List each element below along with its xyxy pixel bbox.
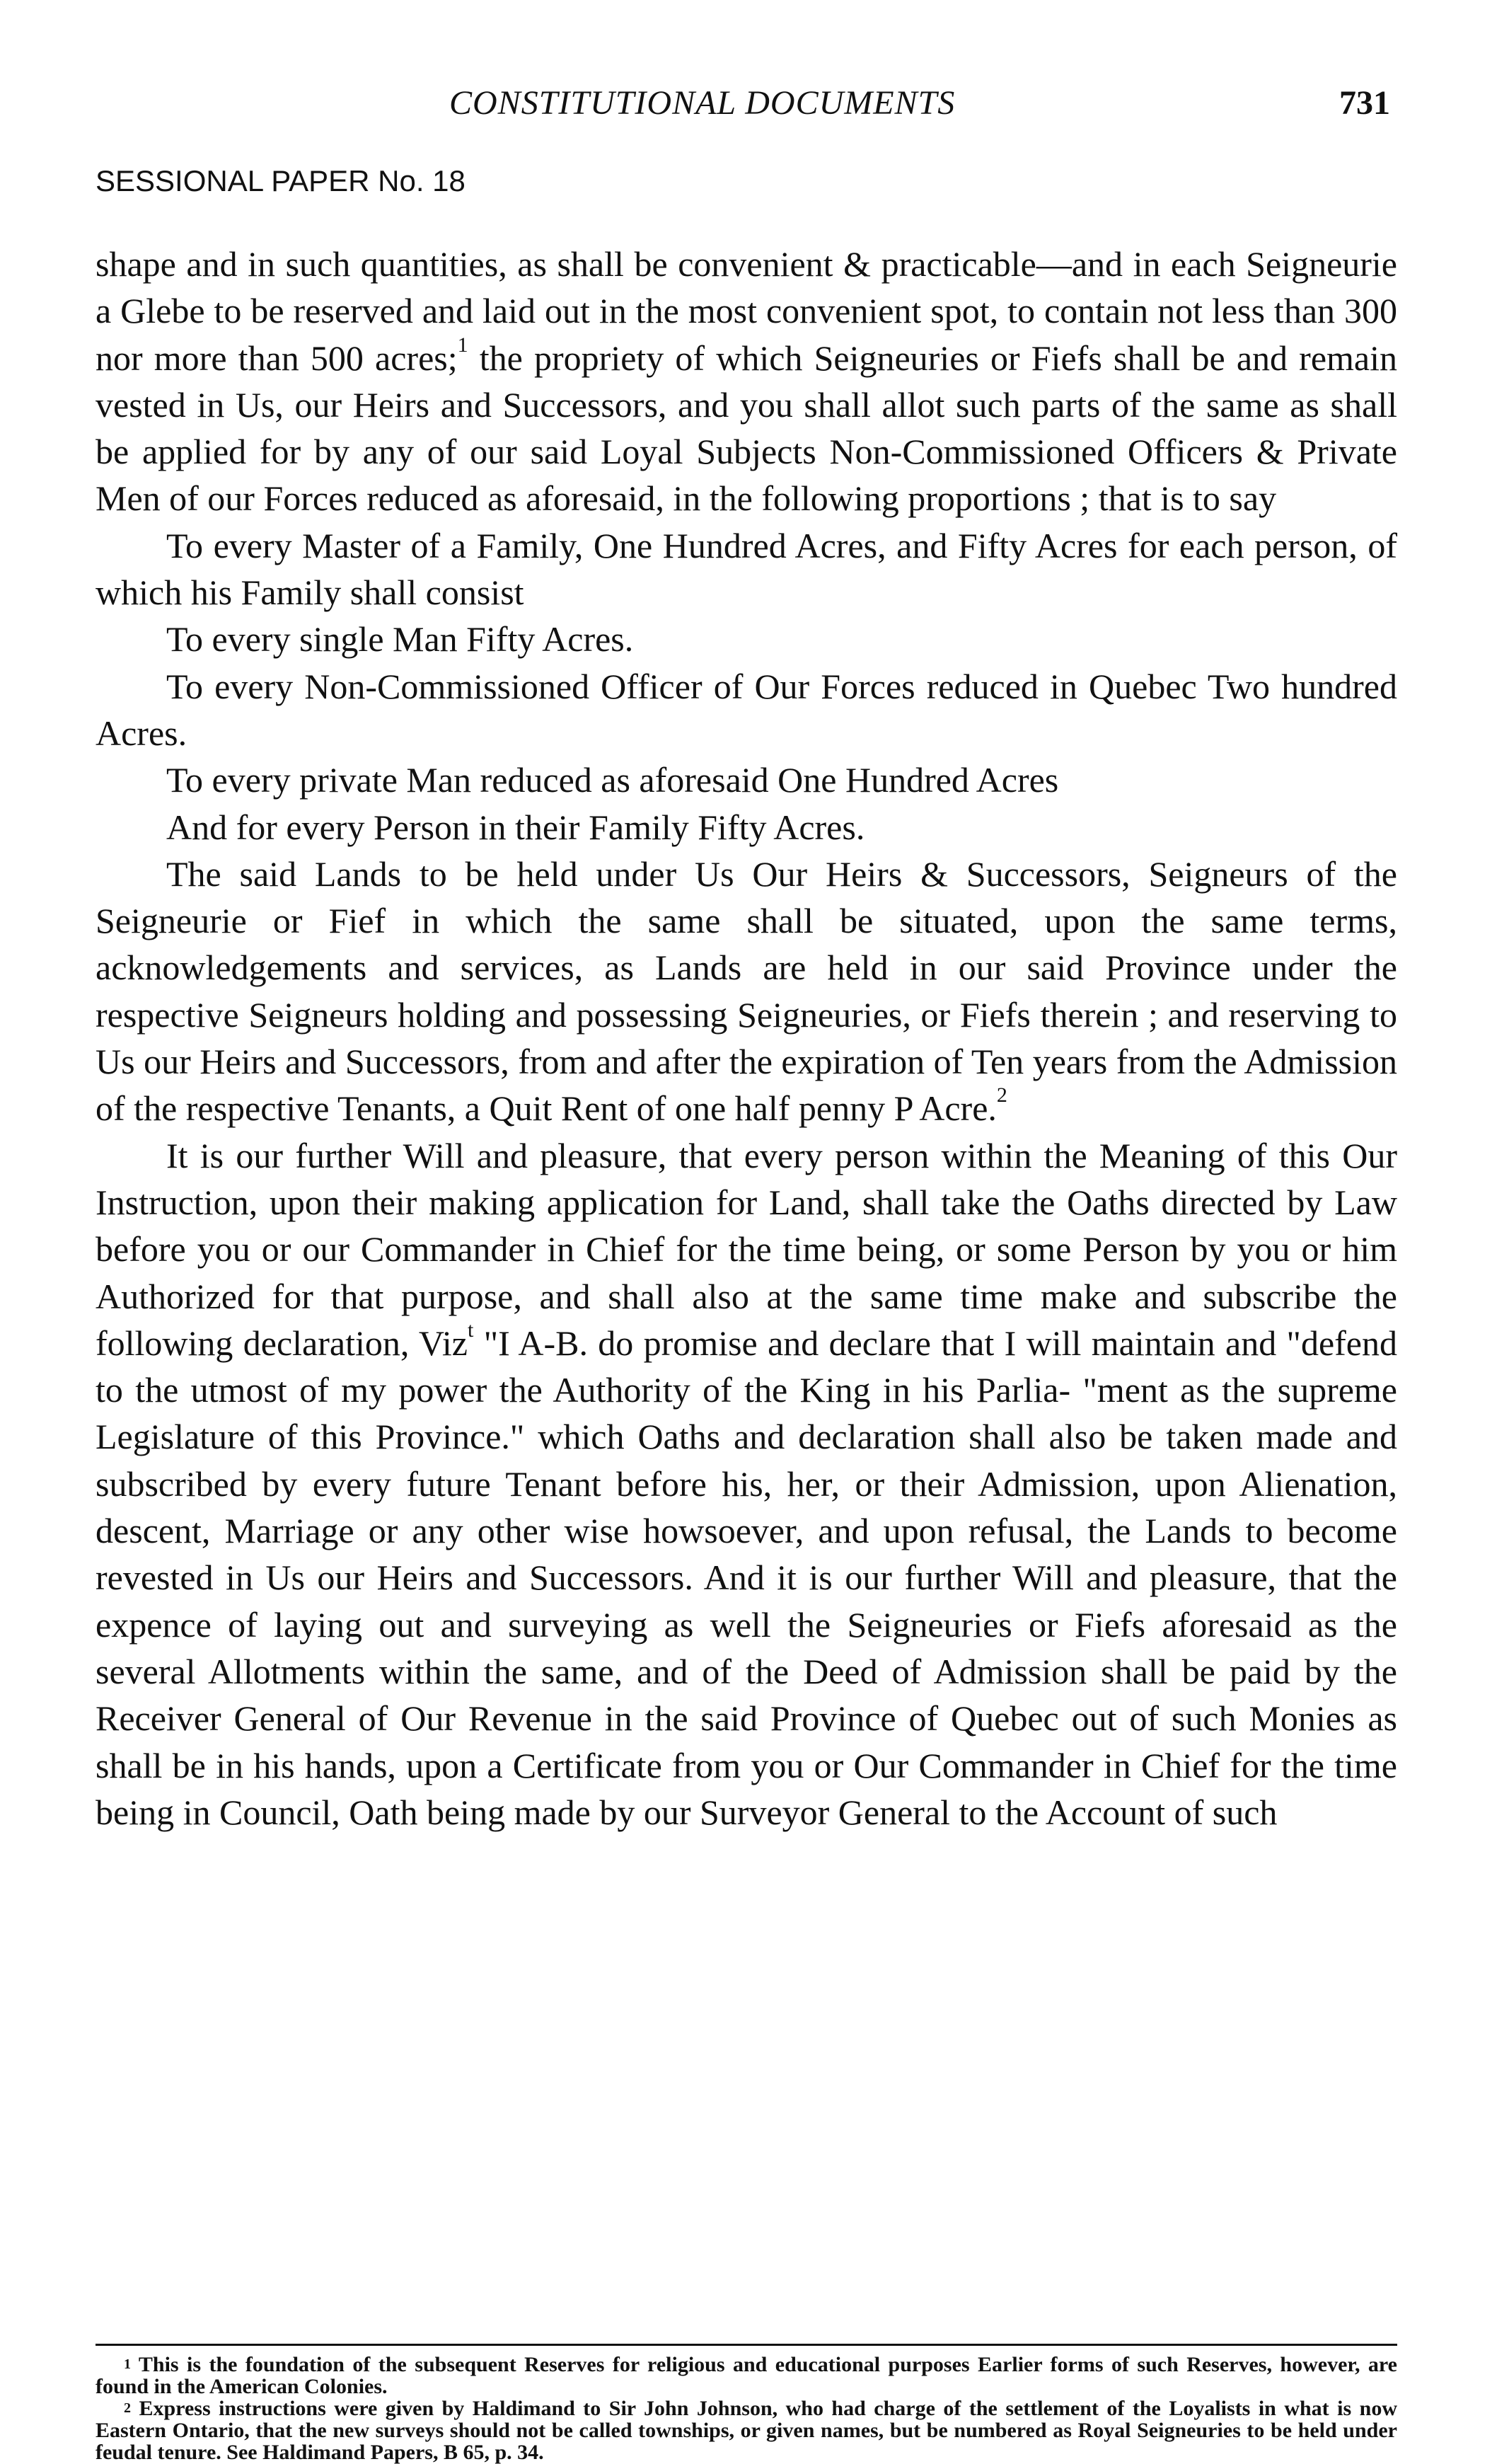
paragraph <box>96 241 1397 522</box>
paragraph-text: the propriety of which Seigneuries or Fiefs shall be and remain vested in Us, our Heirs and Successors, and you shall allot such parts of the same as shall be applied for by any of our said Loyal Subjects Non-Commissioned Officers & Private Men of our Forces reduced as aforesaid, in the following proportions ; that is to say <box>96 338 1397 519</box>
paragraph-text: "I A-B. do promise and declare that I will maintain and "defend to the utmost of my power the Authority of the King in his Parlia- "ment as the supreme Legislature of this Province." which Oaths and declaration shall also be taken made and subscribed by every future Tenant before his, her, or their Admission, upon Alienation, descent, Marriage or any other wise howsoever, and upon refusal, the Lands to become revested in Us our Heirs and Successors. And it is our further Will and pleasure, that the expence of laying out and surveying as well the Seigneuries or Fiefs aforesaid as the several Allotments within the same, and of the Deed of Admission shall be paid by the Receiver General of Our Revenue in the said Province of Quebec out of such Monies as shall be in his hands, upon a Certificate from you or Our Commander in Chief for the time being in Council, Oath being made by our Surveyor General to the Account of such <box>96 1323 1397 1832</box>
footnote-number: 1 <box>124 2356 131 2372</box>
footnote-text: This is the foundation of the subsequent Reserves for religious and educational purposes Earlier forms of such Reserves, however, are found in the American Colonies. <box>96 2353 1397 2398</box>
paragraph: To every private Man reduced as aforesaid One Hundred Acres <box>166 760 1059 800</box>
footnote-text: Express instructions were given by Haldimand to Sir John Johnson, who had charge of the settlement of the Loyalists in what is now Eastern Ontario, that the new surveys should not be called townships, or given names, but be numbered as Royal Seigneuries to be held under feudal tenure. See Haldimand Papers, B 65, p. 34. <box>96 2397 1397 2464</box>
superscript: t <box>468 1318 474 1342</box>
footnotes <box>96 2354 1397 2463</box>
running-title: CONSTITUTIONAL DOCUMENTS <box>449 84 956 122</box>
paragraph: And for every Person in their Family Fifty Acres. <box>166 807 865 847</box>
running-head <box>96 84 1397 126</box>
paragraph-text: The said Lands to be held under Us Our Heirs & Successors, Seigneurs of the Seigneurie or Fief in which the same shall be situated, upon the same terms, acknowledgements and services, as Lands are held in our said Province under the respective Seigneurs holding and possessing Seigneuries, or Fiefs therein ; and reserving to Us our Heirs and Successors, from and after the expiration of Ten years from the Admission of the respective Tenants, a Quit Rent of one half penny P Acre. <box>96 853 1397 1129</box>
footnote <box>96 2354 1397 2397</box>
footnote <box>96 2397 1397 2463</box>
paragraph-text: shape and in such quantities, as shall be convenient & practicable—and in each Seigneurie a Glebe to be reserved and laid out in the most convenient spot, to contain not less than 300 nor more than 500 acres; <box>96 244 1397 378</box>
paragraph: To every single Man Fifty Acres. <box>166 619 634 660</box>
page-number: 731 <box>1339 84 1390 122</box>
footnote-ref: 1 <box>457 333 468 357</box>
footnote-number: 2 <box>124 2400 131 2416</box>
paragraph: To every Master of a Family, One Hundred Acres, and Fifty Acres for each person, of which his Family shall consist <box>96 525 1397 613</box>
paragraph <box>96 851 1397 1132</box>
sessional-paper-label: SESSIONAL PAPER No. 18 <box>96 164 466 197</box>
footnote-ref: 2 <box>996 1083 1007 1107</box>
paragraph <box>96 1132 1397 1836</box>
paragraph: To every Non-Commissioned Officer of Our Forces reduced in Quebec Two hundred Acres. <box>96 666 1397 753</box>
paragraph-text: It is our further Will and pleasure, that every person within the Meaning of this Our Instruction, upon their making application for Land, shall take the Oaths directed by Law before you or our Commander in Chief for the time being, or some Person by you or him Authorized for that purpose, and shall also at the same time make and subscribe the following declaration, Viz <box>96 1135 1397 1363</box>
footnote-divider <box>96 2344 1397 2346</box>
body-text <box>96 241 1397 1836</box>
document-page <box>96 0 1397 2464</box>
